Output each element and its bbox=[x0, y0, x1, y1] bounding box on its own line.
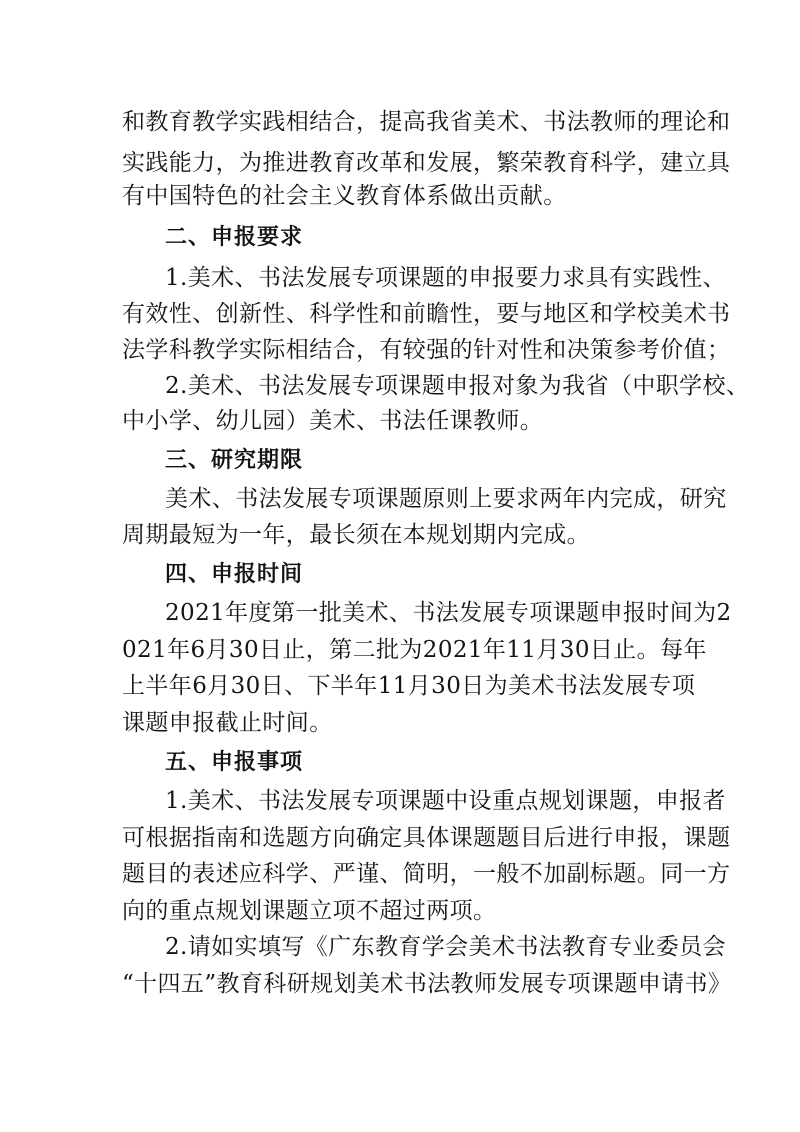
paragraph-line: 上半年6月30日、下半年11月30日为美术书法发展专项 bbox=[122, 673, 696, 699]
section-heading: 四、申报时间 bbox=[165, 562, 304, 587]
paragraph-line: 有中国特色的社会主义教育体系做出贡献。 bbox=[122, 183, 567, 209]
paragraph-line: 周期最短为一年，最长须在本规划期内完成。 bbox=[122, 522, 590, 548]
paragraph-line: 向的重点规划课题立项不超过两项。 bbox=[122, 898, 497, 924]
section-heading: 五、申报事项 bbox=[165, 750, 304, 775]
section-heading: 二、申报要求 bbox=[165, 225, 304, 250]
paragraph-line: “十四五”教育科研规划美术书法教师发展专项课题申请书》 bbox=[122, 971, 732, 997]
paragraph-line: 2.请如实填写《广东教育学会美术书法教育专业委员会 bbox=[165, 934, 726, 960]
paragraph-line: 美术、书法发展专项课题原则上要求两年内完成，研究 bbox=[165, 486, 727, 512]
paragraph-line: 实践能力，为推进教育改革和发展，繁荣教育科学，建立具 bbox=[122, 150, 731, 176]
paragraph-line: 021年6月30日止，第二批为2021年11月30日止。每年 bbox=[122, 637, 707, 663]
section-heading: 三、研究期限 bbox=[165, 448, 304, 473]
paragraph-line: 1.美术、书法发展专项课题中设重点规划课题，申报者 bbox=[165, 788, 726, 814]
paragraph-line: 有效性、创新性、科学性和前瞻性，要与地区和学校美术书 bbox=[122, 301, 731, 327]
paragraph-line: 中小学、幼儿园）美术、书法任课教师。 bbox=[122, 408, 544, 434]
paragraph-line: 法学科教学实际相结合，有较强的针对性和决策参考价值； bbox=[122, 337, 731, 363]
paragraph-line: 可根据指南和选题方向确定具体课题题目后进行申报，课题 bbox=[122, 825, 731, 851]
paragraph-line: 2021年度第一批美术、书法发展专项课题申报时间为2 bbox=[165, 600, 732, 626]
paragraph-line: 1.美术、书法发展专项课题的申报要力求具有实践性、 bbox=[165, 265, 726, 291]
paragraph-line: 2.美术、书法发展专项课题申报对象为我省（中职学校、 bbox=[165, 373, 750, 399]
paragraph-line: 和教育教学实践相结合，提高我省美术、书法教师的理论和 bbox=[122, 109, 731, 135]
paragraph-line: 题目的表述应科学、严谨、简明，一般不加副标题。同一方 bbox=[122, 861, 731, 887]
paragraph-line: 课题申报截止时间。 bbox=[122, 710, 333, 736]
